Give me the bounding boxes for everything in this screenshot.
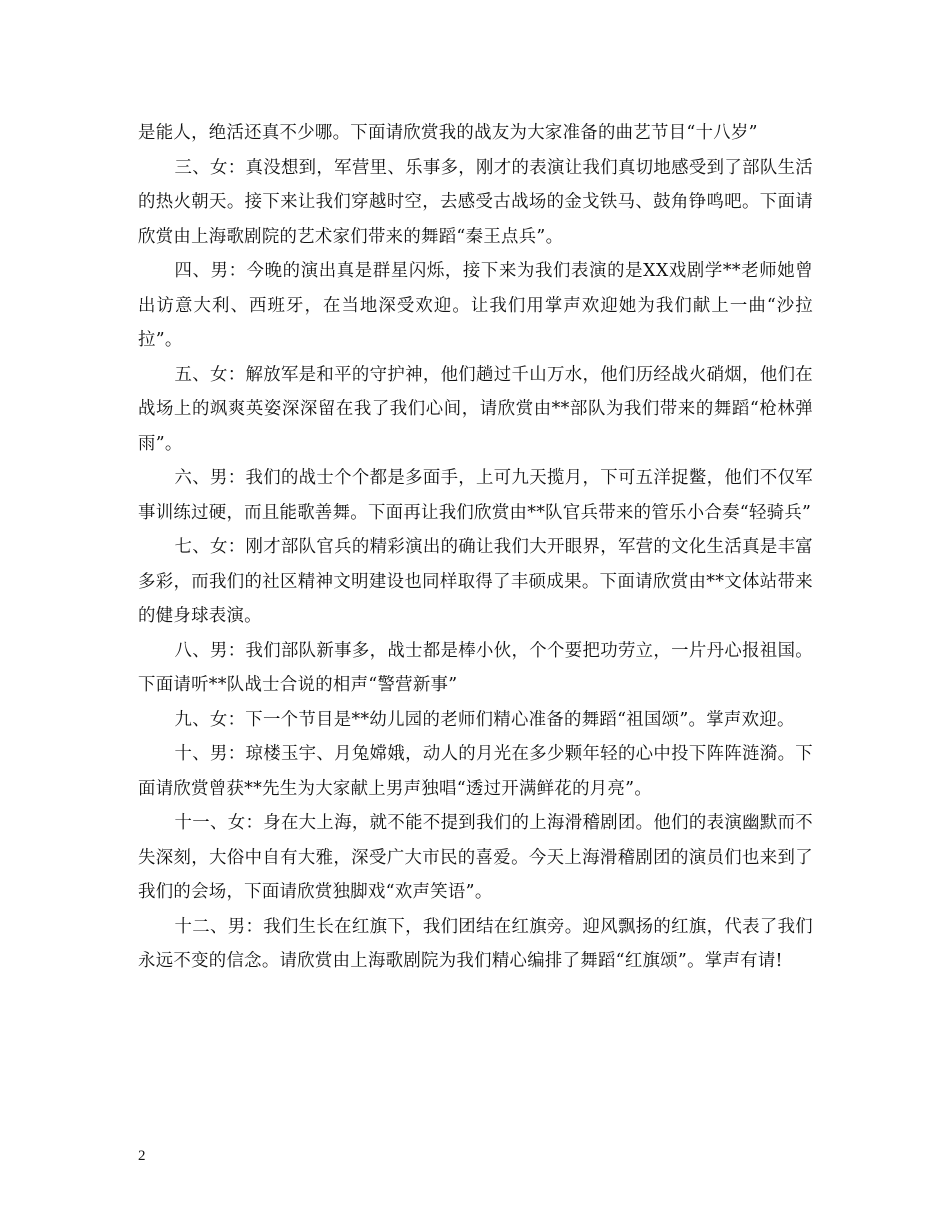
paragraph: 三、女：真没想到，军营里、乐事多，刚才的表演让我们真切地感受到了部队生活的热火朝天。接下来让我们穿越时空，去感受古战场的金戈铁马、鼓角铮鸣吧。下面请欣赏由上海歌剧院的艺术家们带来的舞蹈“秦王点兵”。 — [138, 157, 813, 247]
page-number: 2 — [138, 1148, 146, 1164]
paragraph: 是能人，绝活还真不少哪。下面请欣赏我的战友为大家准备的曲艺节目“十八岁” — [138, 123, 758, 143]
body-text — [138, 116, 813, 979]
paragraph: 四、男：今晚的演出真是群星闪烁，接下来为我们表演的是XX戏剧学**老师她曾出访意大利、西班牙，在当地深受欢迎。让我们用掌声欢迎她为我们献上一曲“沙拉拉”。 — [138, 261, 813, 350]
paragraph: 五、女：解放军是和平的守护神，他们趟过千山万水，他们历经战火硝烟，他们在战场上的飒爽英姿深深留在我了我们心间，请欣赏由**部队为我们带来的舞蹈“枪林弹雨”。 — [138, 364, 813, 454]
paragraph: 十一、女：身在大上海，就不能不提到我们的上海滑稽剧团。他们的表演幽默而不失深刻，大俗中自有大雅，深受广大市民的喜爱。今天上海滑稽剧团的演员们也来到了我们的会场，下面请欣赏独脚戏“欢声笑语”。 — [138, 813, 813, 902]
paragraph: 九、女：下一个节目是**幼儿园的老师们精心准备的舞蹈“祖国颂”。掌声欢迎。 — [174, 709, 795, 730]
paragraph: 八、男：我们部队新事多，战士都是棒小伙，个个要把功劳立，一片丹心报祖国。下面请听**队战士合说的相声“警营新事” — [138, 640, 813, 695]
paragraph: 六、男：我们的战士个个都是多面手，上可九天揽月，下可五洋捉鳖，他们不仅军事训练过硬，而且能歌善舞。下面再让我们欣赏由**队官兵带来的管乐小合奏“轻骑兵” — [138, 468, 813, 523]
paragraph: 十二、男：我们生长在红旗下，我们团结在红旗旁。迎风飘扬的红旗，代表了我们永远不变的信念。请欣赏由上海歌剧院为我们精心编排了舞蹈“红旗颂”。掌声有请! — [138, 916, 813, 971]
paragraph: 十、男：琼楼玉宇、月兔嫦娥，动人的月光在多少颗年轻的心中投下阵阵涟漪。下面请欣赏曾获**先生为大家献上男声独唱“透过开满鲜花的月亮”。 — [138, 744, 813, 799]
paragraph: 七、女：刚才部队官兵的精彩演出的确让我们大开眼界，军营的文化生活真是丰富多彩，而我们的社区精神文明建设也同样取得了丰硕成果。下面请欣赏由**文体站带来的健身球表演。 — [138, 537, 813, 626]
